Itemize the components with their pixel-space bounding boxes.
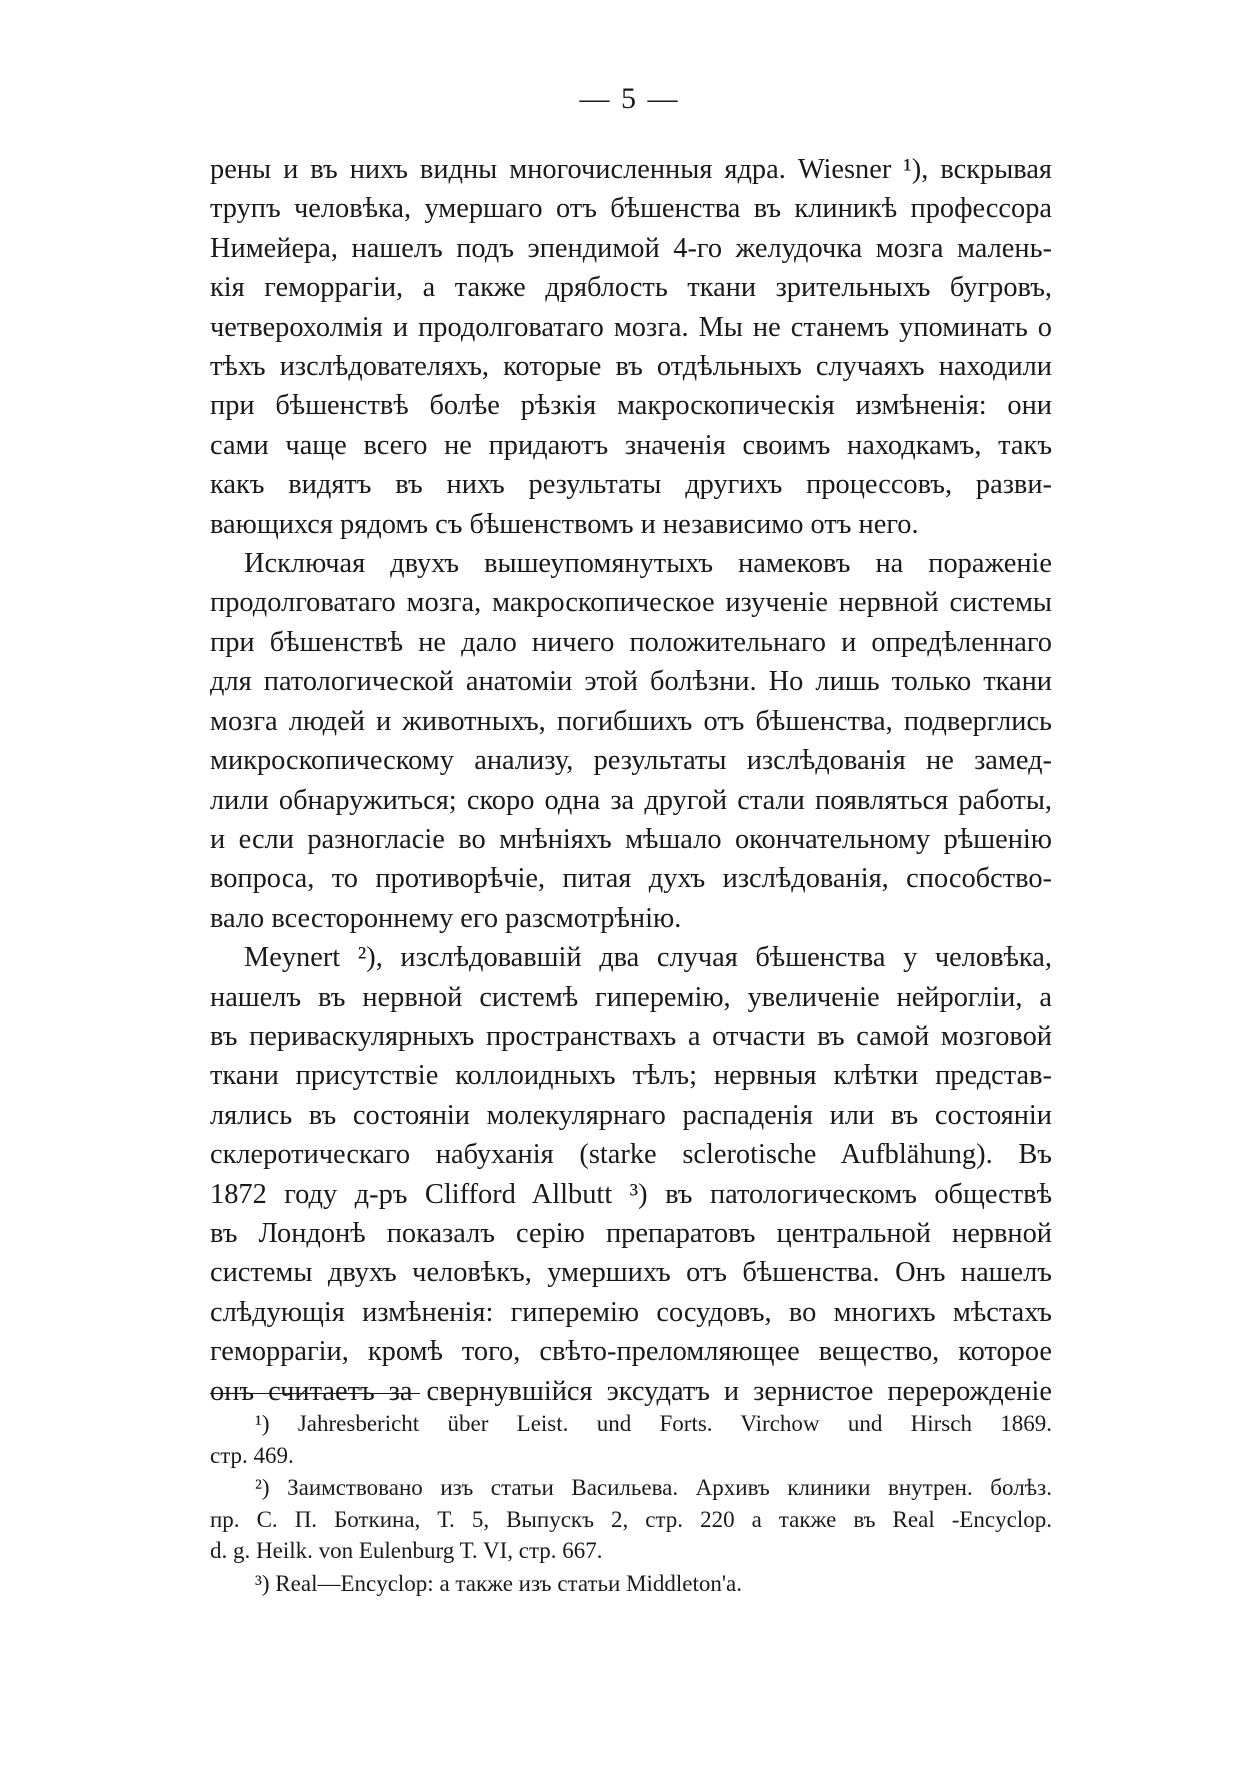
page-number: — 5 — [579,82,680,115]
text-line: сами чаще всего не придаютъ значенія своимъ находкамъ, такъ [210,429,1052,461]
text-line: лили обнаружиться; скоро одна за другой стали появляться работы, [210,784,1052,816]
text-line: нашелъ въ нервной системѣ гиперемію, увеличеніе нейрогліи, а [210,981,1052,1013]
text-line: склеротическаго набуханія (starke sclerotische Aufblähung). Въ [210,1139,1052,1171]
text-line: слѣдующія измѣненія: гиперемію сосудовъ, во многихъ мѣстахъ [210,1296,1052,1328]
text-line: трупъ человѣка, умершаго отъ бѣшенства въ клиникѣ профессора [210,193,1052,225]
footnotes [210,1408,1052,1600]
text-line: рены и въ нихъ видны многочисленныя ядра. Wiesner ¹), вскрывая [210,154,1052,185]
footnote [210,1408,1052,1471]
text-line: кія геморрагіи, а также дряблость ткани зрительныхъ бугровъ, [210,272,1052,304]
footnote-line: ¹) Jahresbericht über Leist. und Forts. Virchow und Hirsch 1869. [255,1411,1052,1436]
text-line: вопроса, то противорѣчіе, питая духъ изслѣдованія, способство- [210,863,1052,895]
text-line: геморрагіи, кромѣ того, свѣто-преломляющее вещество, которое [210,1336,1052,1368]
text-line: въ Лондонѣ показалъ серію препаратовъ центральной нервной [210,1217,1052,1249]
text-line: 1872 году д-ръ Clifford Allbutt ³) въ патологическомъ обществѣ [210,1178,1052,1210]
text-line: микроскопическому анализу, результаты изслѣдованія не замед- [210,745,1052,777]
text-line: лялись въ состояніи молекулярнаго распаденія или въ состояніи [210,1099,1052,1131]
text-line: Нимейера, нашелъ подъ эпендимой 4-го желудочка мозга малень- [210,232,1052,264]
text-line: продолговатаго мозга, макроскопическое изученіе нервной системы [210,587,1052,619]
main-text [210,150,1052,1411]
text-line: четверохолмія и продолговатаго мозга. Мы не станемъ упоминать о [210,311,1052,343]
footnote [210,1472,1052,1567]
text-line: для патологической анатоміи этой болѣзни. Но лишь только ткани [210,666,1052,698]
footnote-line: d. g. Heilk. von Eulenburg T. VI, стр. 667. [210,1538,603,1563]
text-line: при бѣшенствѣ болѣе рѣзкія макроскопическія измѣненія: они [210,390,1052,422]
footnote-divider [210,1393,420,1394]
text-line: вающихся рядомъ съ бѣшенствомъ и независимо отъ него. [210,508,919,540]
text-line: какъ видятъ въ нихъ результаты другихъ процессовъ, разви- [210,469,1052,501]
footnote-line: пр. С. П. Боткина, Т. 5, Выпускъ 2, стр. 220 а также въ Real -Encyclop. [210,1506,1052,1532]
text-line: при бѣшенствѣ не дало ничего положительнаго и опредѣленнаго [210,626,1052,658]
text-line: онъ считаетъ за свернувшійся эксудатъ и зернистое перерожденіе [210,1375,1052,1407]
footnote-line: стр. 469. [210,1442,294,1468]
text-line: Исключая двухъ вышеупомянутыхъ намековъ на пораженіе [244,548,1052,580]
footnote [210,1568,1052,1600]
paragraph [210,150,1052,544]
paragraph [210,938,1052,1411]
text-line: ткани присутствіе коллоидныхъ тѣлъ; нервныя клѣтки представ- [210,1060,1052,1092]
text-line: въ периваскулярныхъ пространствахъ а отчасти въ самой мозговой [210,1020,1052,1052]
footnote-line: ²) Заимствовано изъ статьи Васильева. Архивъ клиники внутрен. болѣз. [255,1475,1052,1500]
text-line: и если разногласіе во мнѣніяхъ мѣшало окончательному рѣшенію [210,823,1052,855]
text-line: тѣхъ изслѣдователяхъ, которые въ отдѣльныхъ случаяхъ находили [210,351,1052,383]
paragraph [210,544,1052,938]
text-line: Meynert ²), изслѣдовавшій два случая бѣшенства у человѣка, [244,942,1052,974]
text-line: системы двухъ человѣкъ, умершихъ отъ бѣшенства. Онъ нашелъ [210,1257,1052,1289]
text-line: вало всестороннему его разсмотрѣнію. [210,902,682,934]
footnote-line: ³) Real—Encyclop: а также изъ статьи Middleton'a. [255,1570,742,1596]
text-line: мозга людей и животныхъ, погибшихъ отъ бѣшенства, подверглись [210,705,1052,737]
